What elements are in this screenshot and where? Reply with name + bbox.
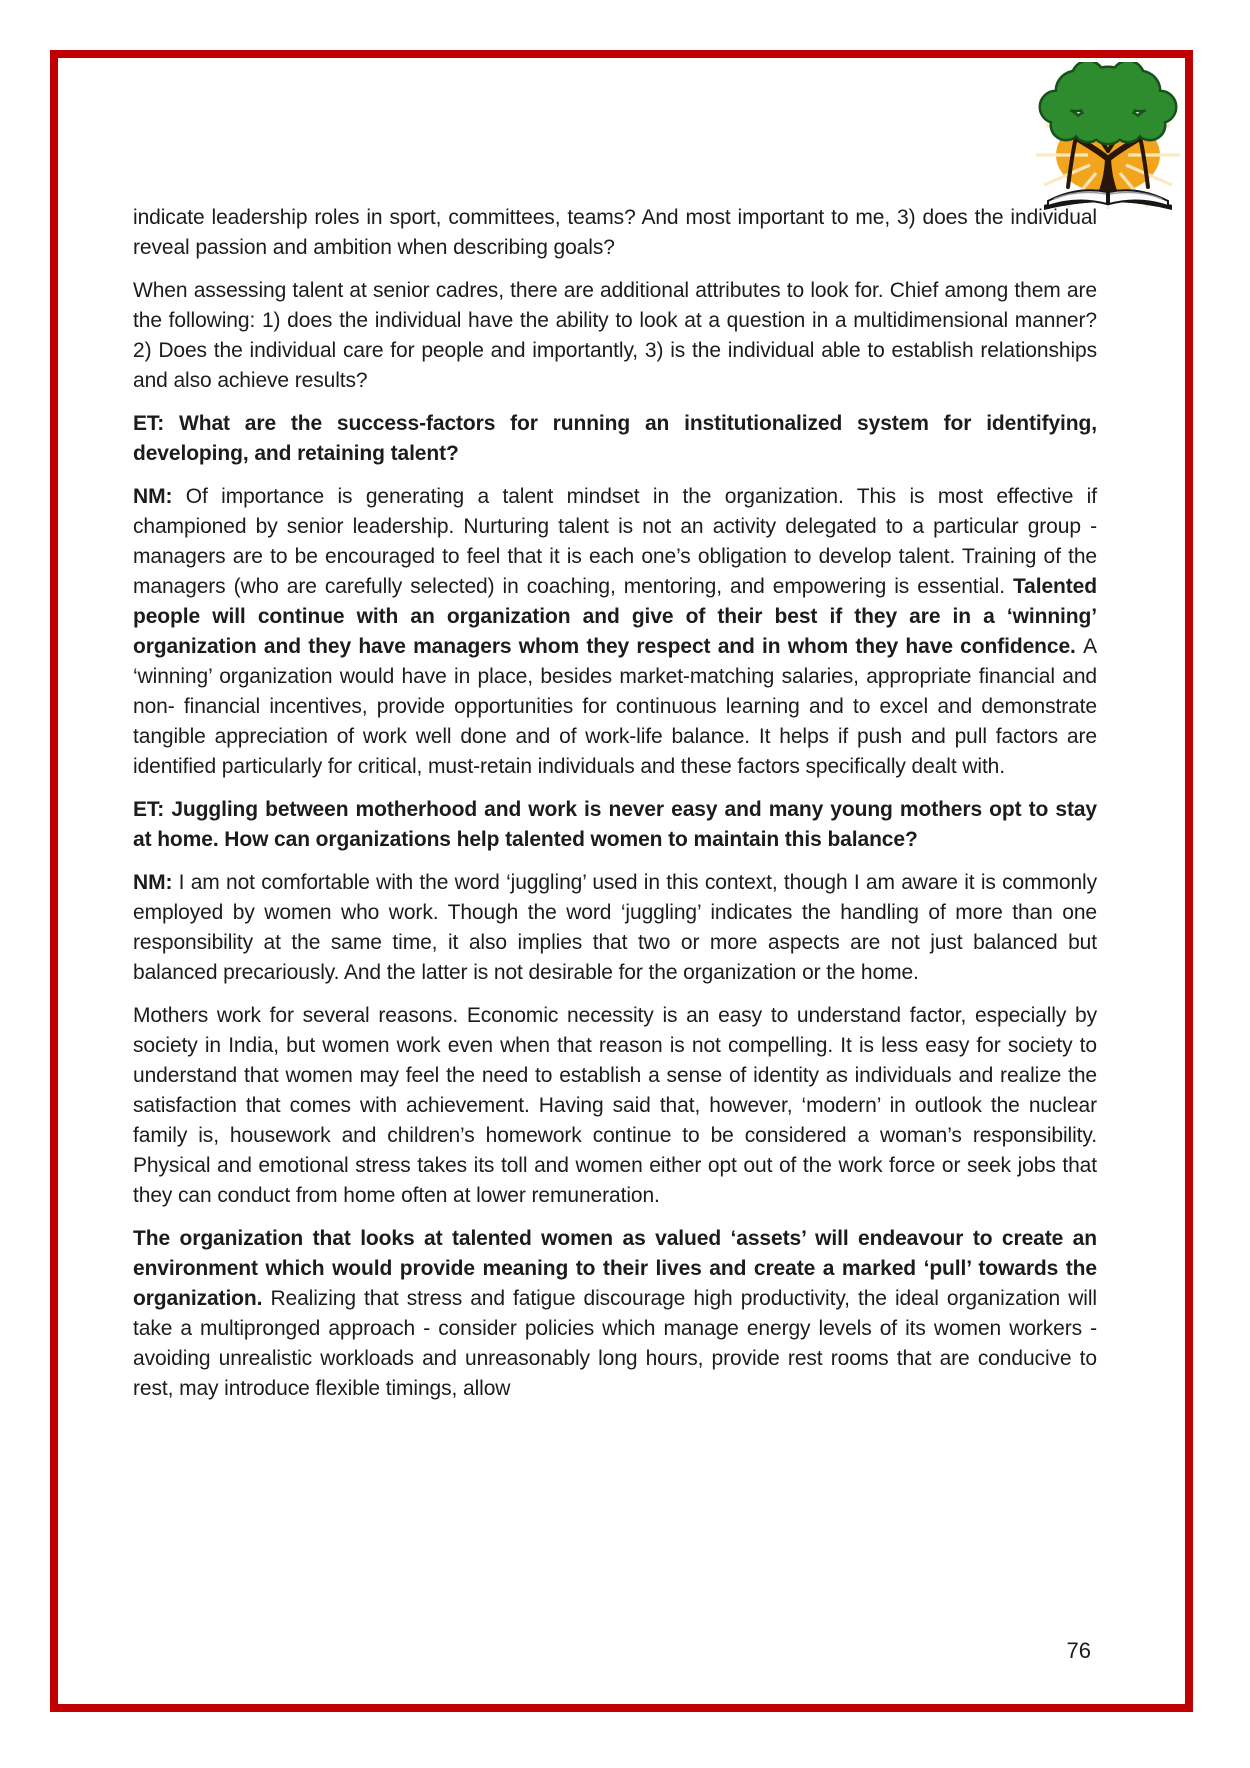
document-body: [133, 203, 1097, 1417]
paragraph: [133, 409, 1097, 469]
paragraph: [133, 203, 1097, 263]
text-run: When assessing talent at senior cadres, there are additional attributes to look for. Chief among them are the following: 1) does the individual have the ability to look at a question in a multidimensional manner? 2) Does the individual care for people and importantly, 3) is the individual able to establish relationships and also achieve results?: [133, 279, 1097, 392]
bold-text-run: The organization that looks at talented women as valued ‘assets’ will endeavour to create an environment which would provide meaning to their lives and create a marked ‘pull’ towards the organization.: [133, 1227, 1097, 1310]
text-run: Realizing that stress and fatigue discourage high productivity, the ideal organization will take a multipronged approach - consider policies which manage energy levels of its women workers - avoiding unrealistic workloads and unreasonably long hours, provide rest rooms that are conducive to rest, may introduce flexible timings, allow: [133, 1287, 1097, 1400]
bold-text-run: NM:: [133, 485, 186, 508]
organization-logo: [1032, 62, 1184, 214]
paragraph: [133, 795, 1097, 855]
text-run: indicate leadership roles in sport, committees, teams? And most important to me, 3) does the individual reveal passion and ambition when describing goals?: [133, 206, 1097, 259]
text-run: A ‘winning’ organization would have in place, besides market-matching salaries, appropriate financial and non- financial incentives, provide opportunities for continuous learning and to excel and demonstrate tangible appreciation of work well done and of work-life balance. It helps if push and pull factors are identified particularly for critical, must-retain individuals and these factors specifically dealt with.: [133, 635, 1097, 778]
bold-text-run: ET: What are the success-factors for running an institutionalized system for identifying, developing, and retaining talent?: [133, 412, 1097, 465]
text-run: Mothers work for several reasons. Economic necessity is an easy to understand factor, especially by society in India, but women work even when that reason is not compelling. It is less easy for society to understand that women may feel the need to establish a sense of identity as individuals and realize the satisfaction that comes with achievement. Having said that, however, ‘modern’ in outlook the nuclear family is, housework and children’s homework continue to be considered a woman’s responsibility. Physical and emotional stress takes its toll and women either opt out of the work force or seek jobs that they can conduct from home often at lower remuneration.: [133, 1004, 1097, 1207]
paragraph: [133, 1224, 1097, 1404]
paragraph: [133, 482, 1097, 782]
paragraph: [133, 868, 1097, 988]
paragraph: [133, 1001, 1097, 1211]
bold-text-run: NM:: [133, 871, 179, 894]
text-run: Of importance is generating a talent mindset in the organization. This is most effective if championed by senior leadership. Nurturing talent is not an activity delegated to a particular group - managers are to be encouraged to feel that it is each one’s obligation to develop talent. Training of the managers (who are carefully selected) in coaching, mentoring, and empowering is essential.: [133, 485, 1097, 598]
paragraph: [133, 276, 1097, 396]
bold-text-run: ET: Juggling between motherhood and work is never easy and many young mothers opt to stay at home. How can organizations help talented women to maintain this balance?: [133, 798, 1097, 851]
page-number: 76: [1066, 1638, 1091, 1663]
tree-book-logo-icon: [1032, 62, 1184, 214]
text-run: I am not comfortable with the word ‘juggling’ used in this context, though I am aware it is commonly employed by women who work. Though the word ‘juggling’ indicates the handling of more than one responsibility at the same time, it also implies that two or more aspects are not just balanced but balanced precariously. And the latter is not desirable for the organization or the home.: [133, 871, 1097, 984]
bold-text-run: Talented people will continue with an organization and give of their best if they are in a ‘winning’ organization and they have managers whom they respect and in whom they have confidence.: [133, 575, 1097, 658]
